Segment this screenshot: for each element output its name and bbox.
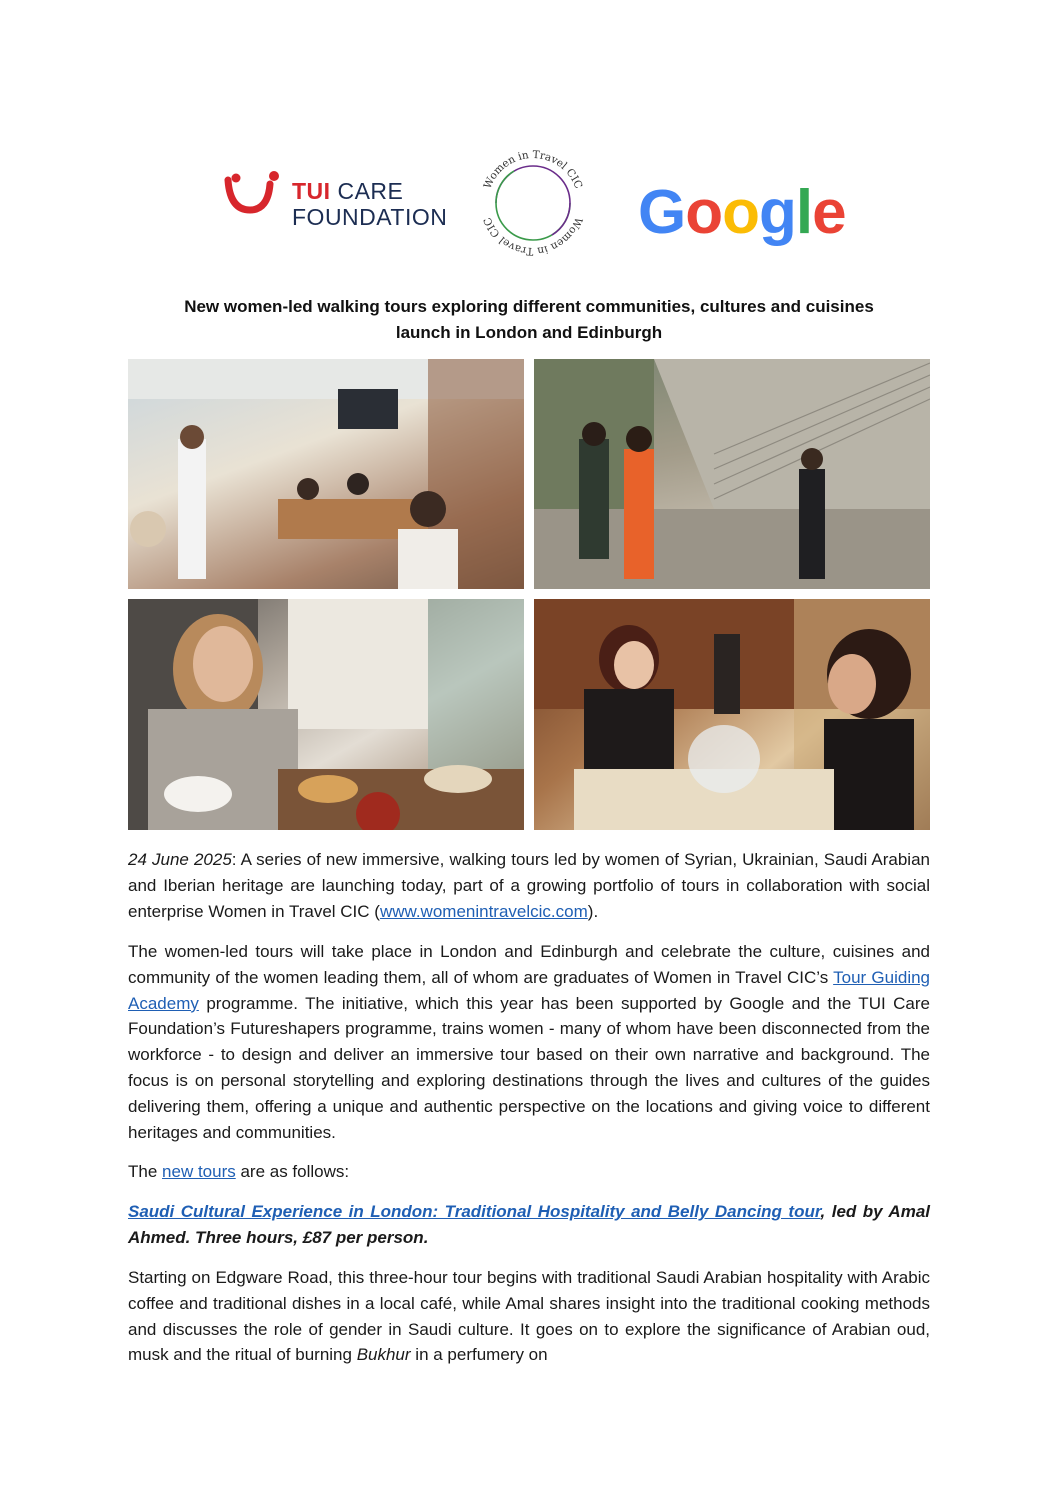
headline-line-2: launch in London and Edinburgh <box>395 323 663 342</box>
tui-smile-icon <box>224 170 282 218</box>
tour-1-description-text-end: in a perfumery on <box>410 1345 548 1365</box>
tours-intro-text-end: are as follows: <box>235 1162 350 1181</box>
intro-paragraph <box>128 847 930 924</box>
tui-foundation-word: FOUNDATION <box>292 204 448 230</box>
saudi-cultural-experience-link[interactable]: Saudi Cultural Experience in London: Traditional Hospitality and Belly Dancing tour <box>128 1202 821 1221</box>
tui-care-foundation-logo <box>224 170 454 250</box>
initiative-text: The women-led tours will take place in London and Edinburgh and celebrate the culture, cuisines and community of the women leading them, all of whom are graduates of Women in Travel CIC’s <box>128 942 930 987</box>
tours-intro-paragraph <box>128 1159 930 1185</box>
google-letter-o1: o <box>685 178 723 247</box>
tui-care-word: CARE <box>337 178 404 204</box>
women-in-travel-cic-logo <box>474 144 592 262</box>
intro-text-end: ). <box>587 901 599 921</box>
perfumery-photo <box>534 599 930 830</box>
women-in-travel-website-link[interactable]: www.womenintravelcic.com <box>379 901 588 921</box>
initiative-text-end: programme. The initiative, which this year has been supported by Google and the TUI Care Foundation’s Futureshapers programme, trains women - many of whom have been disconnected from the workforce - to design and deliver an immersive tour based on their own narrative and background. The focus is on personal storytelling and exploring destinations through the lives and cultures of the guides delivering them, offering a unique and authentic perspective on the locations and giving voice to different heritages and communities. <box>128 993 930 1142</box>
tour-1-description-text: Starting on Edgware Road, this three-hour tour begins with traditional Saudi Arabian hospitality with Arabic coffee and traditional dishes in a local café, while Amal shares insight into the traditional cooking methods and discusses the role of gender in Saudi culture. It goes on to explore the significance of Arabian oud, musk and the ritual of burning <box>128 1268 930 1365</box>
tour-1-heading <box>128 1199 930 1251</box>
tour-1-description <box>128 1265 930 1368</box>
outdoor-steps-photo <box>534 359 930 589</box>
google-letter-l: l <box>795 178 813 247</box>
tour-1-details: , led by Amal Ahmed. Three hours, £87 per person. <box>128 1202 931 1247</box>
google-letter-e: e <box>812 178 846 247</box>
initiative-paragraph <box>128 939 930 1145</box>
google-letter-g2: g <box>758 178 796 247</box>
tui-logo-text <box>292 178 447 230</box>
svg-text:Women in Travel CIC <box>482 215 585 257</box>
headline-line-1: New women-led walking tours exploring different communities, cultures and cuisines <box>184 297 874 316</box>
smiling-woman-food-photo <box>128 599 524 830</box>
release-date: 24 June 2025 <box>128 850 232 869</box>
bukhur-term: Bukhur <box>356 1345 411 1365</box>
women-in-travel-ring-icon <box>474 144 592 262</box>
new-tours-link[interactable]: new tours <box>162 1162 236 1181</box>
google-letter-o2: o <box>722 178 759 247</box>
google-logo <box>638 178 846 248</box>
tour-guiding-academy-link[interactable]: Tour Guiding Academy <box>128 967 930 1013</box>
tui-word: TUI <box>292 178 331 204</box>
headline <box>128 294 930 346</box>
partner-logos <box>0 140 1058 270</box>
intro-text: : A series of new immersive, walking tours led by women of Syrian, Ukrainian, Saudi Arabian and Iberian heritage are launching today, part of a growing portfolio of tours in collaboration with social enterprise Women in Travel CIC ( <box>128 850 930 921</box>
svg-text:Women in Travel CIC <box>482 149 585 191</box>
ring-text-top: Women in Travel CIC <box>481 148 585 191</box>
tours-intro-text: The <box>128 1162 163 1181</box>
google-letter-g1: G <box>638 178 686 247</box>
cafe-group-photo <box>128 359 524 589</box>
ring-text-bottom: Women in Travel CIC <box>481 215 585 258</box>
